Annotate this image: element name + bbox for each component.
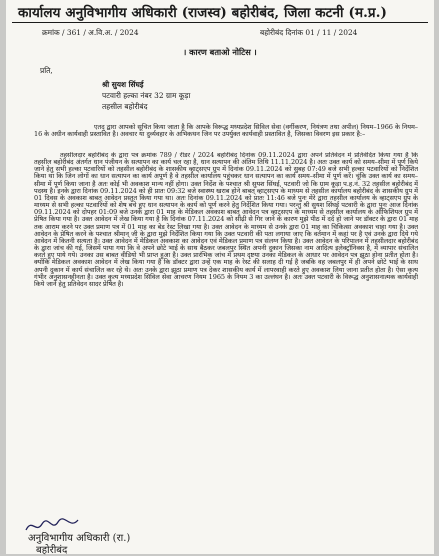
header-rule bbox=[12, 22, 428, 23]
notice-subject: । कारण बताओ नोटिस । bbox=[183, 47, 257, 57]
issue-date: बहोरीबंद दिनांक 01 / 11 / 2024 bbox=[260, 28, 358, 37]
office-title: कार्यालय अनुविभागीय अधिकारी (राजस्व) बहोरीबंद, जिला कटनी (म.प्र.) bbox=[18, 5, 387, 21]
intro-paragraph: एतद् द्वारा आपको सूचित किया जाता है कि आपके विरूद्ध मध्यप्रदेश सिविल सेवा (वर्गीकरण, नियंत्रण तथा अपील) नियम–1966 के नियम–16 के अधीन कार्यवाही प्रस्तावित है। अवचार या दुर्व्यवहार के अभिकथन जिन पर उपर्युक्त कार्यवाही प्रस्तावित है, जिसका विवरण इस प्रकार है:– bbox=[34, 123, 418, 139]
addressee-designation: पटवारी हल्का नंबर 32 ग्राम कूड़ा bbox=[102, 91, 191, 100]
reference-number: क्रमांक / 361 / अ.वि.अ. / 2024 bbox=[42, 28, 139, 37]
signatory-place: बहोरीबंद bbox=[36, 545, 68, 556]
addressee-name: श्री सुयश सिंघई bbox=[102, 80, 144, 89]
addressee-prefix: प्रति, bbox=[40, 66, 53, 75]
addressee-tehsil: तहसील बहोरीबंद bbox=[102, 102, 148, 111]
notice-page bbox=[6, 0, 434, 554]
body-paragraph: तहसीलदार बहोरीबंद के द्वारा पत्र क्रमांक 789 / रीडर / 2024 बहोरीबंद दिनांक 09.11.2024 द्वारा अपने प्रतिवेदन में प्रतिवेदित किया गया है कि तहसील बहोरीबंद अंतर्गत धान पंजीयन के सत्यापन का कार्य चल रहा है, धान सत्यापन की अंतिम तिथि 11.11.2024 है। अतः उक्त कार्य को समय–सीमा में पूर्ण किये जाने हेतु सभी हल्का पटवारियों को तहसील बहोरीबंद के शासकीय व्हाट्सएप ग्रुप में दिनांक 09.11.2024 को सुबह 07:49 बजे सभी हल्का पटवारियों को निर्देशित किया था कि जिन लोगों का धान सत्यापन का कार्य अपूर्ण है वे तहसील कार्यालय पहुंचकर धान सत्यापन का कार्य समय–सीमा में पूर्ण करें। चूंकि उक्त कार्य का समय–सीमा में पूर्ण किया जाना है अतः कोई भी अवकाश मान्य नहीं होगा। उक्त निर्देश के पश्चात श्री सुयश सिंघई, पटवारी जो कि ग्राम कूड़ा प.ह.नं. 32 तहसील बहोरीबंद में पदस्थ है। इनके द्वारा दिनांक 09.11.2024 को ही प्रातः 09:32 बजे स्वास्थ्य खराब होने बाबत् व्हाट्सएप के माध्यम से तहसील कार्यालय बहोरीबंद के शासकीय ग्रुप में 01 दिवस के अवकाश बाबत् आवेदन प्रस्तुत किया गया था। अतः दिनांक 09.11.2024 को प्रातः 11:46 बजे पुनः मेरे द्वारा तहसील कार्यालय के व्हाट्सएप ग्रुप के माध्यम से सभी हल्का पटवारियों को शेष बचे हुए धान सत्यापन के कार्य को पूर्ण करने हेतु निर्देशित किया गया। परन्तु श्री सुयश सिंघई पटवारी के द्वारा पुनः आज दिनांक 09.11.2024 को दोपहर 01:09 बजे उनके द्वारा 01 माह के मेडिकल अवकाश बाबत् आवेदन पत्र व्हाट्सएप के माध्यम से तहसील कार्यालय के ऑफिशियल ग्रुप में प्रेषित किया गया है। उक्त आवेदन में लेख किया गया है कि दिनांक 07.11.2024 को सीढ़ी से गिर जाने के कारण मुझे पीठ में दर्द हो जाने पर डॉक्टर के द्वारा 01 माह तक आराम करने पर उक्त प्रमाण पत्र में 01 माह का बेड रेस्ट लिखा गया है। उक्त आवेदन के माध्यम से उनके द्वारा 01 माह का चिकित्सा अवकाश चाहा गया है। उक्त आवेदन के प्रेषित करने के पश्चात श्रीमान् जी के द्वारा मुझे निर्देशित किया गया कि उक्त पटवारी की पता लगाया जाए कि वर्तमान में कहां पर है एवं उनके द्वारा दिये गये आवेदन में कितनी सत्यता है। उक्त आवेदन में मेडिकल अवकाश का आवेदन एवं मेडिकल प्रमाण पत्र संलग्न किया है। उक्त आवेदन के परिपालन में तहसीलदार बहोरीबंद के द्वारा जांच की गई, जिसमें पाया गया कि वे अपने छोटे भाई के साथ बैठकर जबलपुर स्थित अपनी दुकान जिसका नाम आदित्य इलेक्ट्रॉनिक्स है, में व्यापार संचालित करते हुए पाये गये। उनका उस बाबत वीडियो भी प्राप्त हुआ है। उक्त प्रारंभिक जांच में प्रथम दृष्टया उनका मेडिकल के आधार पर आवेदन पत्र झूठा होना प्रतीत होता है। क्योंकि मेडिकल अवकाश आवेदन में लेख किया गया है कि डॉक्टर द्वारा उन्हें एक माह के रेस्ट की सलाह दी गई है जबकि वह जबलपुर में ही अपने छोटे भाई के साथ अपनी दुकान में कार्य संचालित कर रहे थे। अतः उनके द्वारा झूठा प्रमाण पत्र देकर शासकीय कार्य में लापरवाही करते हुए अवकाश लिया जाना प्रतीत होता है। ऐसा कृत्य गंभीर अनुशासनहीनता है। उक्त कृत्य मध्यप्रदेश सिविल सेवा आचरण नियम 1965 के नियम 3 का उल्लंघन है। अतः उक्त पटवारी के विरूद्ध अनुशासनात्मक कार्यवाही किये जाने हेतु प्रतिवेदन सादर प्रेषित है। bbox=[34, 152, 418, 288]
signatory-designation: अनुविभागीय अधिकारी (रा.) bbox=[28, 533, 131, 544]
